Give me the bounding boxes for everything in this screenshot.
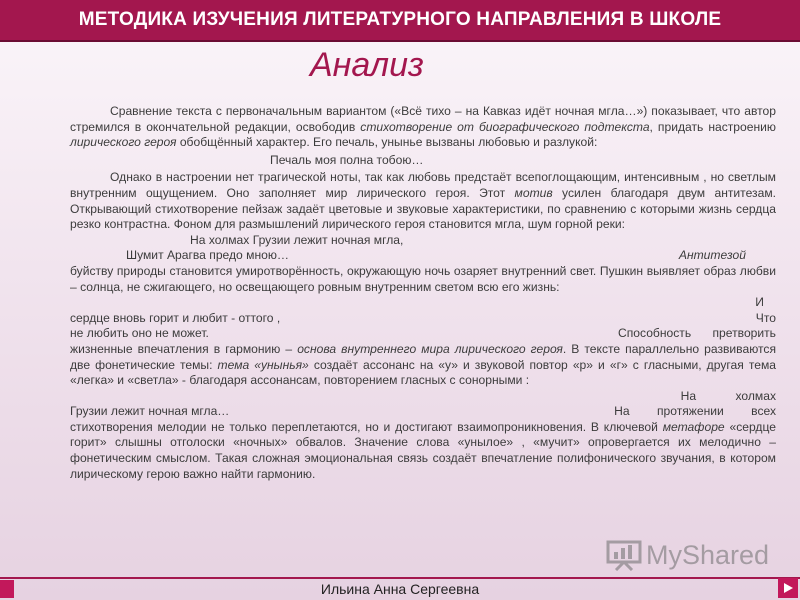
watermark-logo <box>606 538 769 572</box>
poem-line-3-row <box>70 248 776 264</box>
georgia-line-row <box>70 404 776 420</box>
poem-line-2: На холмах Грузии лежит ночная мгла, <box>190 232 404 247</box>
paragraph-4: жизненные впечатления в гармонию – основа внутреннего мира лирического героя. В тексте параллельно развиваются две фонетические темы: тема «унынья» создаёт ассонанс на «у» и звуковой повтор «р» и «г» с гласными, другая тема «легка» и «светла» - благодаря ассонансам, повторением гласных с сонорными : <box>70 341 777 388</box>
slide-title: Анализ <box>310 46 424 84</box>
body-text <box>70 104 776 482</box>
on-hills-line: На холмах <box>680 388 776 403</box>
paragraph-2: Однако в настроении нет трагической ноты, так как любовь предстаёт всепоглощающим, интенсивным , но светлым внутренним ощущением. Оно заполняет мир лирического героя. Этот мотив усилен благодаря двум антитезам. Открывающий стихотворение пейзаж задаёт цветовые и звуковые характеристики, по сравнению с которыми жизнь сердца резко контрастна. Фоном для размышлений лирического героя становится мгла, шум горной реки: <box>70 170 776 232</box>
footer-author: Ильина Анна Сергеевна <box>320 581 480 597</box>
that-word: Что <box>755 310 776 325</box>
poem-line-1: Печаль моя полна тобою… <box>270 152 424 167</box>
cannot-love-row <box>70 326 776 342</box>
poem-line-3: Шумит Арагва предо мною… <box>126 248 290 263</box>
nav-arrow-right-icon <box>782 582 794 594</box>
paragraph-5: стихотворения мелодии не только переплетаются, но и достигают взаимопроникновения. В ключевой метафоре «сердце горит» слышны отголоски «ночных» обвалов. Значение слова «унылое» , «мучит» опровергается их мелодично – фонетическим смыслом. Такая сложная эмоциональная связь создаёт впечатление полифонического звучания, в котором лирическому герою важно найти гармонию. <box>70 419 776 481</box>
header-banner <box>0 0 800 42</box>
paragraph-1: Сравнение текста с первоначальным вариантом («Всё тихо – на Кавказ идёт ночная мгла…») показывает, что автор стремился в окончательной редакции, освободив стихотворение от биографического подтекста, придать настроению лирического героя обобщённый характер. Его печаль, унынье вызваны любовью и разлукой: <box>70 104 776 150</box>
next-slide-button[interactable] <box>778 578 798 598</box>
presentation-icon <box>606 539 642 571</box>
ability-line: Способность претворить <box>618 326 776 341</box>
watermark-text: MyShared <box>646 539 770 570</box>
heart-line-row <box>70 311 776 327</box>
and-word: И <box>755 295 764 310</box>
heart-line: сердце вновь горит и любит - оттого , <box>70 310 281 325</box>
cannot-love-line: не любить оно не может. <box>70 326 209 341</box>
georgia-line: Грузии лежит ночная мгла… <box>70 404 230 419</box>
paragraph-3: буйству природы становится умиротворённость, окружающую ночь озаряет внутренний свет. Пушкин выявляет образ любви – солнца, не сжигающего, но освещающего ровным внутренним светом всю его жизнь: <box>70 263 776 294</box>
antithesis-label: Антитезой <box>678 248 746 263</box>
throughout-line: На протяжении всех <box>614 404 776 419</box>
header-title: МЕТОДИКА ИЗУЧЕНИЯ ЛИТЕРАТУРНОГО НАПРАВЛЕНИЯ В ШКОЛЕ <box>78 9 722 30</box>
